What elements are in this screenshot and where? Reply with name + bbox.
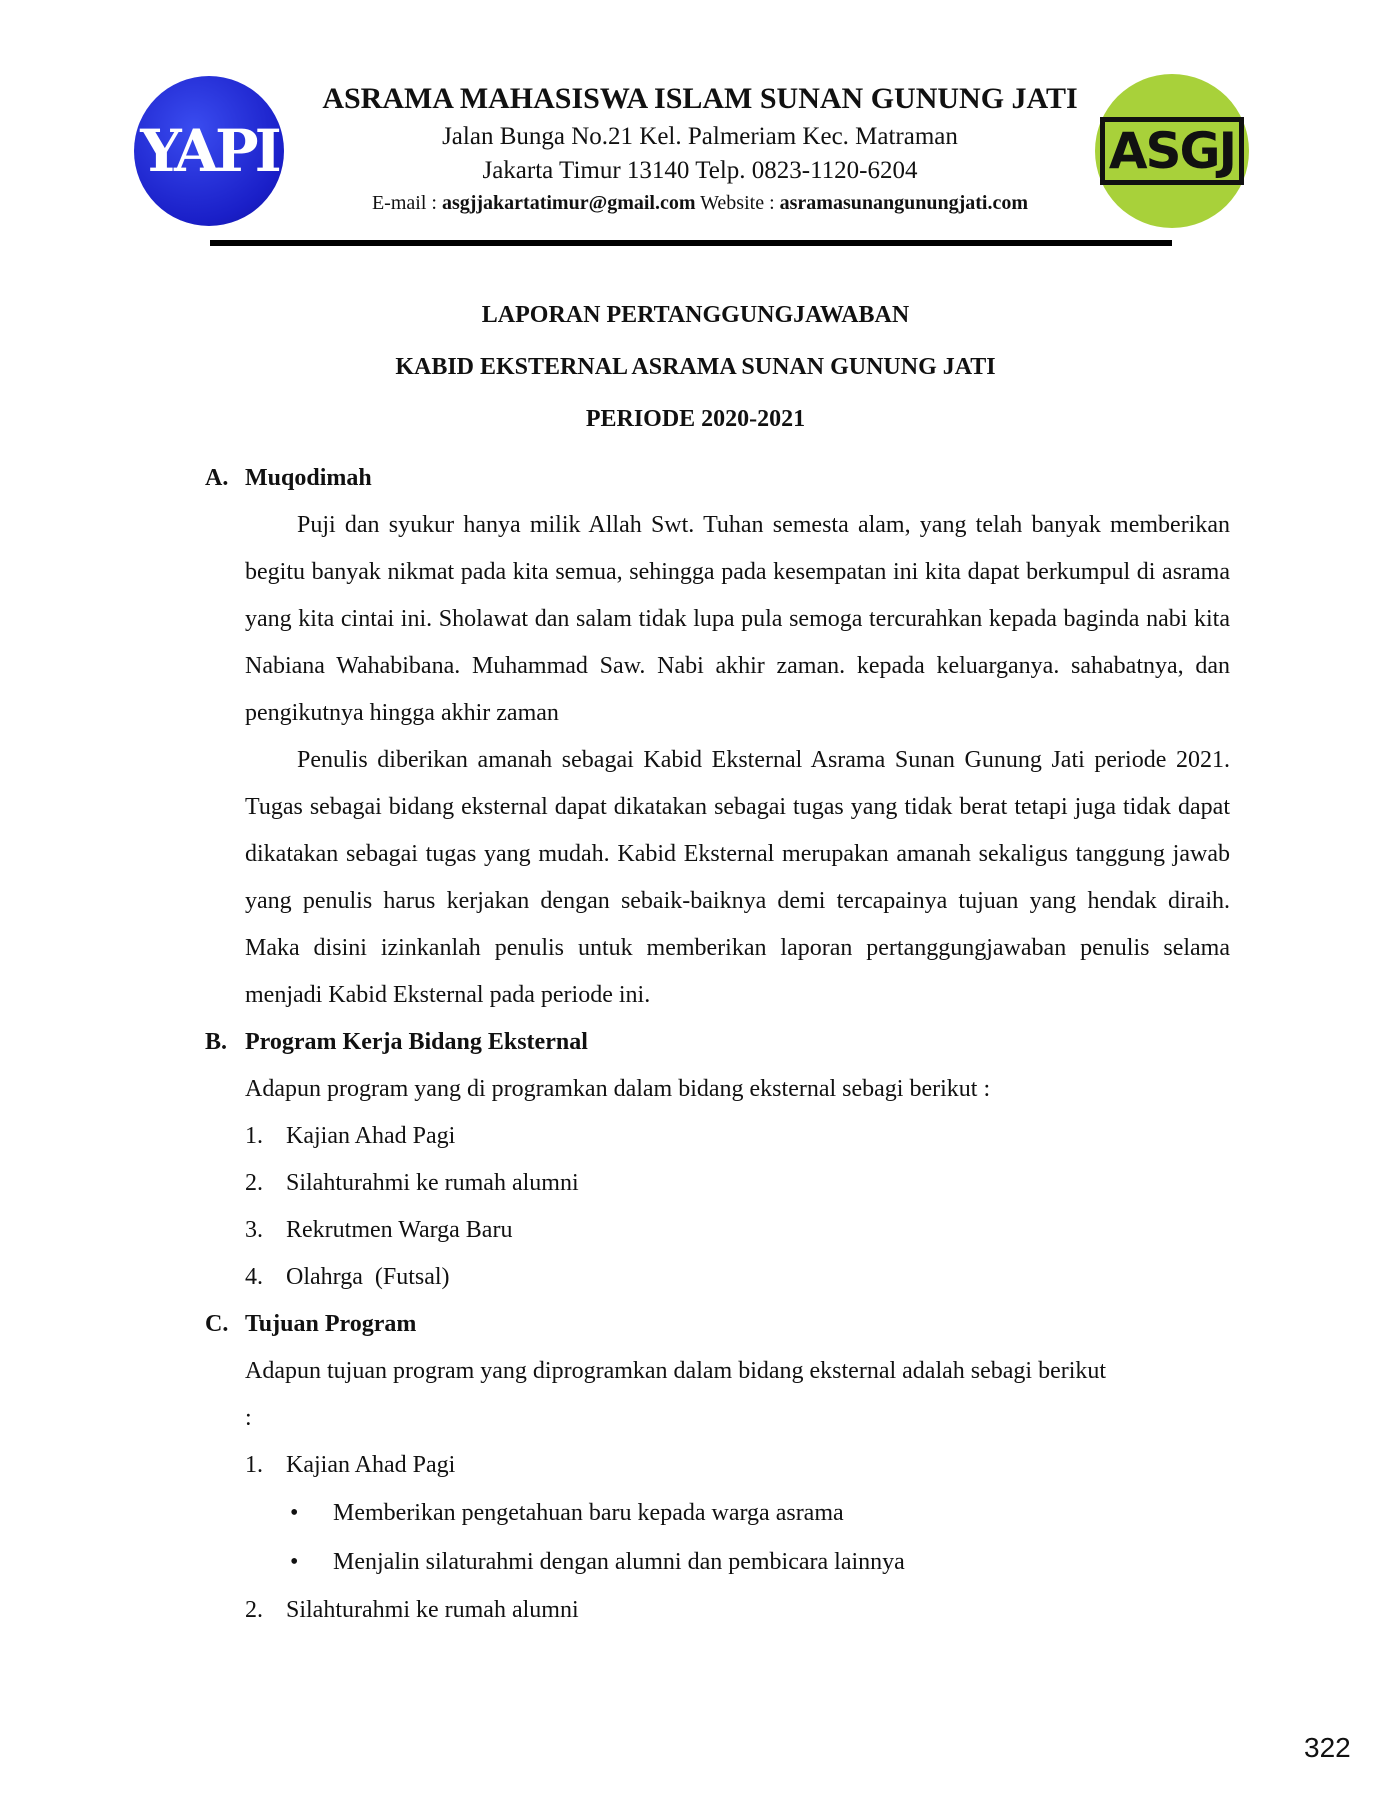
list-item [245, 1113, 1230, 1160]
list-text: Olahrga (Futsal) [286, 1264, 450, 1290]
list-number: 4. [245, 1264, 263, 1290]
list-text: Rekrutmen Warga Baru [286, 1217, 513, 1243]
letterhead-address-1: Jalan Bunga No.21 Kel. Palmeriam Kec. Matraman [442, 123, 958, 150]
asgj-logo [1095, 74, 1249, 228]
list-item [245, 1160, 1230, 1207]
website-label: Website : [695, 192, 780, 214]
paragraph: Penulis diberikan amanah sebagai Kabid Eksternal Asrama Sunan Gunung Jati periode 2021. Tugas sebagai bidang eksternal dapat dikatakan sebagai tugas yang tidak berat tetapi juga tidak dapat dikatakan sebagai tugas yang mudah. Kabid Eksternal merupakan amanah sekaligus tanggung jawab yang penulis harus kerjakan dengan sebaik-baiknya demi tercapainya tujuan yang hendak diraih. Maka disini izinkanlah penulis untuk memberikan laporan pertanggungjawaban penulis selama menjadi Kabid Eksternal pada periode ini. [245, 747, 1230, 1008]
section-title: Tujuan Program [245, 1311, 417, 1337]
list-item [245, 1254, 1230, 1301]
letterhead-contact [290, 192, 1110, 215]
section-c-heading [205, 1301, 1230, 1348]
website: asramasunangunungjati.com [779, 192, 1029, 214]
list-item [245, 1207, 1230, 1254]
letterhead-org: ASRAMA MAHASISWA ISLAM SUNAN GUNUNG JATI [322, 82, 1078, 115]
email: asgjjakartatimur@gmail.com [441, 192, 696, 214]
list-item [245, 1587, 1230, 1634]
list-text: Kajian Ahad Pagi [286, 1123, 456, 1149]
list-number: 1. [245, 1452, 263, 1478]
paragraph: Puji dan syukur hanya milik Allah Swt. Tuhan semesta alam, yang telah banyak memberikan begitu banyak nikmat pada kita semua, sehingga pada kesempatan ini kita dapat berkumpul di asrama yang kita cintai ini. Sholawat dan salam tidak lupa pula semoga tercurahkan kepada baginda nabi kita Nabiana Wahabibana. Muhammad Saw. Nabi akhir zaman. kepada keluarganya. sahabatnya, dan pengikutnya hingga akhir zaman [245, 512, 1230, 726]
bullet-icon: • [290, 1549, 299, 1575]
section-intro: Adapun tujuan program yang diprogramkan dalam bidang eksternal adalah sebagi berikut [245, 1358, 1107, 1384]
doc-title-1: LAPORAN PERTANGGUNGJAWABAN [481, 302, 910, 328]
section-letter: B. [205, 1029, 228, 1055]
bullet-icon: • [290, 1500, 299, 1526]
document-body [205, 455, 1230, 1634]
email-label: E-mail : [371, 192, 442, 214]
section-letter: A. [205, 465, 229, 491]
list-number: 2. [245, 1170, 263, 1196]
section-intro-colon: : [245, 1405, 252, 1431]
letterhead-divider [210, 240, 1172, 246]
doc-title-2: KABID EKSTERNAL ASRAMA SUNAN GUNUNG JATI [395, 354, 996, 380]
section-intro: Adapun program yang di programkan dalam bidang eksternal sebagi berikut : [245, 1076, 991, 1102]
section-title: Muqodimah [245, 465, 372, 491]
list-number: 1. [245, 1123, 263, 1149]
section-letter: C. [205, 1311, 229, 1337]
bullet-text: Menjalin silaturahmi dengan alumni dan pembicara lainnya [333, 1549, 905, 1575]
section-b-heading [205, 1019, 1230, 1066]
list-text: Silahturahmi ke rumah alumni [286, 1597, 579, 1623]
yapi-logo [134, 76, 284, 226]
list-number: 3. [245, 1217, 263, 1243]
list-number: 2. [245, 1597, 263, 1623]
list-text: Kajian Ahad Pagi [286, 1452, 456, 1478]
doc-title-3: PERIODE 2020-2021 [585, 406, 806, 432]
bullet-text: Memberikan pengetahuan baru kepada warga asrama [333, 1500, 844, 1526]
asgj-logo-text: ASGJ [1100, 117, 1244, 185]
bullet-item [290, 1489, 1230, 1538]
yapi-logo-text: YAPI [140, 117, 278, 185]
section-title: Program Kerja Bidang Eksternal [245, 1029, 588, 1055]
letterhead-address-2: Jakarta Timur 13140 Telp. 0823-1120-6204 [482, 157, 918, 184]
page-number: 322 [1304, 1732, 1351, 1763]
section-a-heading [205, 455, 1230, 502]
list-item [245, 1442, 1230, 1489]
bullet-item [290, 1538, 1230, 1587]
list-text: Silahturahmi ke rumah alumni [286, 1170, 579, 1196]
